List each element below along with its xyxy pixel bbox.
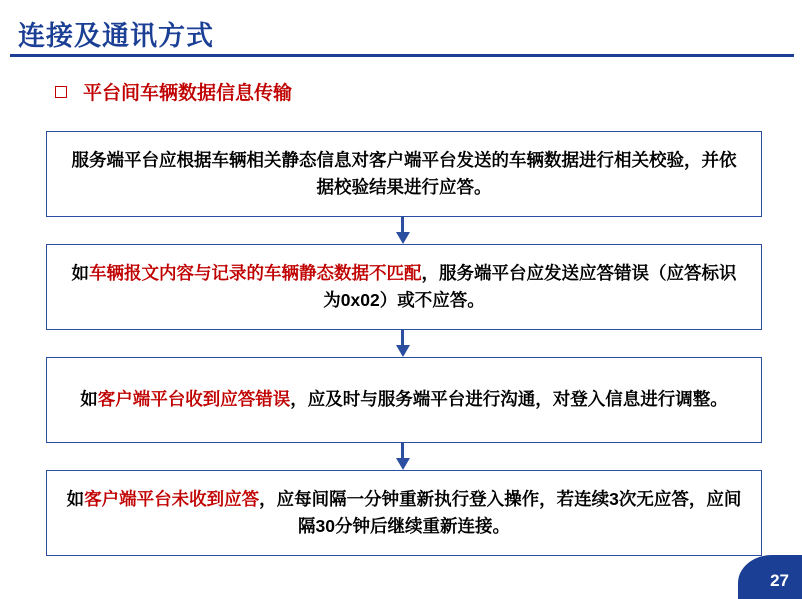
arrow-down-icon-2: [396, 330, 410, 357]
plain-text: 如: [71, 262, 89, 283]
highlighted-text: 客户端平台未收到应答: [84, 488, 260, 509]
highlighted-text: 客户端平台收到应答错误: [97, 389, 291, 410]
content-box-3: [46, 357, 762, 443]
plain-text: ，应每间隔一分钟重新执行登入操作，若连续3次无应答，应间隔30分钟后继续重新连接。: [259, 488, 742, 536]
content-box-3-text: [65, 386, 743, 413]
page-number-label: 27: [770, 571, 789, 590]
content-box-1-text: [65, 147, 743, 201]
highlighted-text: 车辆报文内容与记录的车辆静态数据不匹配: [89, 262, 422, 283]
hollow-square-bullet-icon: [55, 86, 67, 98]
content-box-4-text: [65, 486, 743, 540]
slide-title-bar: [0, 8, 802, 54]
title-divider: [10, 54, 794, 57]
plain-text: 服务端平台应根据车辆相关静态信息对客户端平台发送的车辆数据进行相关校验，并依据校验结果进行应答。: [71, 149, 737, 197]
arrow-down-icon-3: [396, 443, 410, 470]
content-box-2-text: [65, 260, 743, 314]
page-title: 连接及通讯方式: [18, 21, 214, 51]
arrow-down-icon-1: [396, 217, 410, 244]
section-heading: [55, 78, 292, 105]
arrow-head: [396, 232, 410, 244]
plain-text: ，服务端平台应发送应答错误（应答标识为0x02）或不应答。: [323, 262, 737, 310]
section-heading-label: 平台间车辆数据信息传输: [83, 83, 293, 104]
plain-text: 如: [66, 488, 85, 509]
plain-text: ，应及时与服务端平台进行沟通，对登入信息进行调整。: [290, 389, 728, 410]
plain-text: 如: [80, 389, 98, 410]
arrow-head: [396, 458, 410, 470]
content-box-1: [46, 131, 762, 217]
arrow-head: [396, 345, 410, 357]
content-box-2: [46, 244, 762, 330]
content-box-4: [46, 470, 762, 556]
